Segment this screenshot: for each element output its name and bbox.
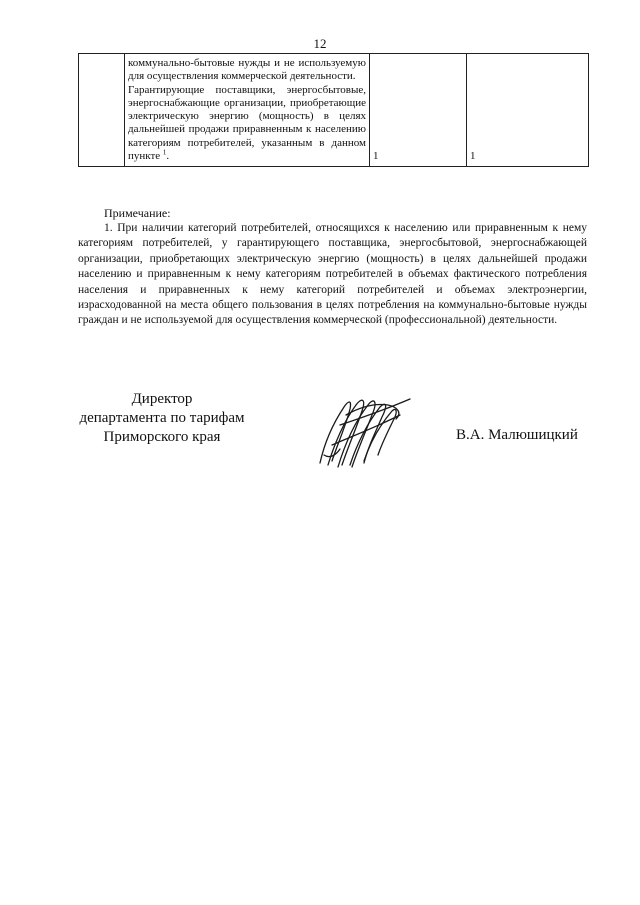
footnote-marker: 1 xyxy=(162,148,167,157)
note-label: Примечание: xyxy=(104,206,171,220)
table-row xyxy=(79,54,589,167)
tariff-table-fragment xyxy=(78,53,589,167)
value-1: 1 xyxy=(373,150,379,163)
category-text-part1: коммунально-бытовые нужды и не используемую для осуществления коммерческой деятельности. xyxy=(128,57,366,83)
note-text: 1. При наличии категорий потребителей, относящихся к населению или приравненным к нему категориям потребителей, у гарантирующего поставщика, энергосбытовой, энергоснабжающей организации, приобретающих электрическую энергию (мощность) в целях дальнейшей продажи населению и приравненным к нему категориям потребителей в объемах фактического потребления населения и приравненных к нему категорий потребителей и объемах электроэнергии, израсходованной на места общего пользования в целях потребления на коммунально-бытовые нужды граждан и не используемой для осуществления коммерческой (профессиональной) деятельности. xyxy=(78,222,587,327)
signer-title-line3: Приморского края xyxy=(103,429,221,445)
handwritten-signature xyxy=(310,385,420,475)
table-cell-empty xyxy=(79,54,125,167)
signer-name: В.А. Малюшицкий xyxy=(456,427,578,443)
category-text-part2 xyxy=(128,84,366,164)
table-cell-value-1 xyxy=(370,54,467,167)
page-number: 12 xyxy=(313,36,327,51)
table-cell-value-2 xyxy=(467,54,589,167)
table-cell-category xyxy=(125,54,370,167)
signer-title-line2: департамента по тарифам xyxy=(79,410,245,426)
category-text-part2-main: Гарантирующие поставщики, энергосбытовые, энергоснабжающие организации, приобретающие электрическую энергию (мощность) в целях дальнейшей продажи приравненным к населению категориям потребителей, указанным в данном пункте xyxy=(128,83,366,163)
value-2: 1 xyxy=(470,150,476,163)
category-text-end: . xyxy=(166,150,170,163)
signer-title-line1: Директор xyxy=(131,391,193,407)
signer-title xyxy=(74,390,250,447)
